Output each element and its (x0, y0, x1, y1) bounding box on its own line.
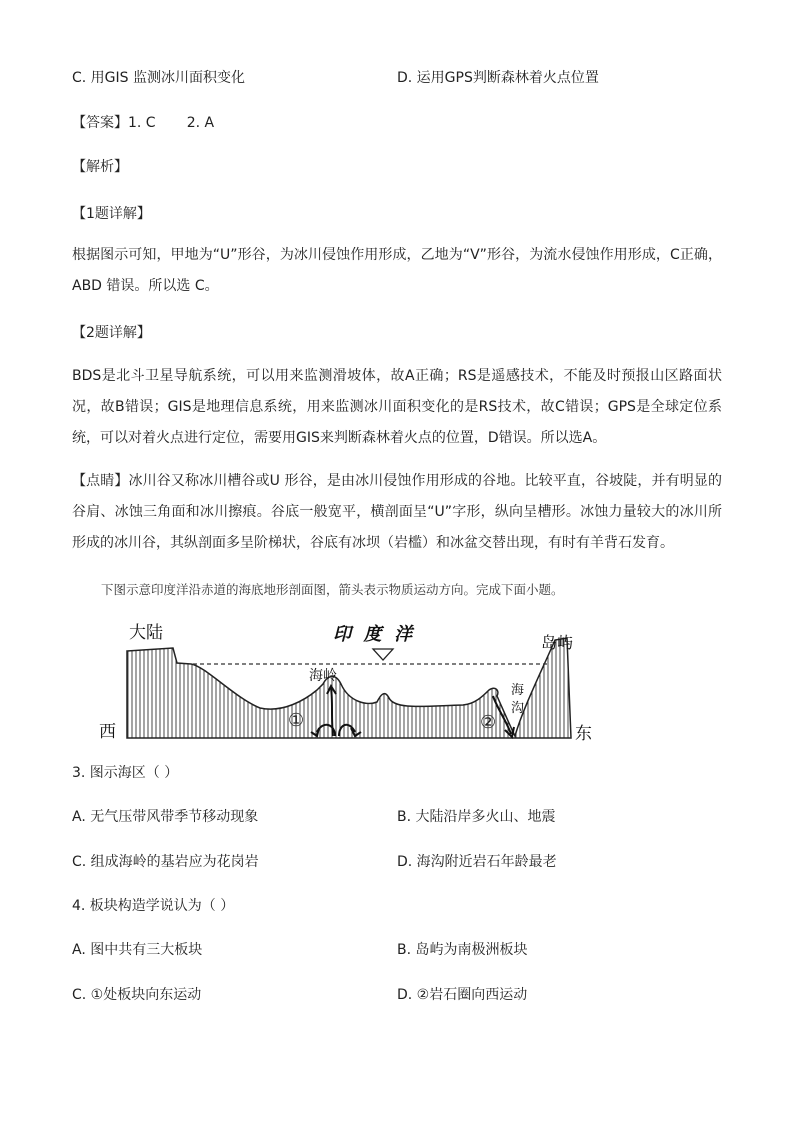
answer-line (72, 112, 214, 132)
marker-1: ① (288, 710, 305, 731)
label-trench-2: 沟 (511, 701, 525, 716)
detail2-label: 【2题详解】 (72, 325, 151, 341)
detail1-text: 根据图示可知，甲地为“U”形谷，为冰川侵蚀作用形成，乙地为“V”形谷，为流水侵蚀作用形成，C正确，ABD 错误。所以选 C。 (72, 247, 722, 294)
answer-label: 【答案】 (72, 115, 128, 131)
q4-option-d: D. ②岩石圈向西运动 (397, 987, 528, 1003)
detail1-label: 【1题详解】 (72, 206, 151, 222)
seafloor-profile-diagram (95, 618, 605, 748)
detail2-text: BDS是北斗卫星导航系统，可以用来监测滑坡体，故A正确；RS是遥感技术，不能及时预报山区路面状况，故B错误；GIS是地理信息系统，用来监测冰川面积变化的是RS技术，故C错误；GPS是全球定位系统，可以对着火点进行定位，需要用GIS来判断森林着火点的位置，D错误。所以选A。 (72, 368, 722, 446)
tip-text: 冰川谷又称冰川槽谷或U 形谷，是由冰川侵蚀作用形成的谷地。比较平直，谷坡陡，并有明显的谷肩、冰蚀三角面和冰川擦痕。谷底一般宽平，横剖面呈“U”字形，纵向呈槽形。冰蚀力量较大的冰川所形成的冰川谷，其纵剖面多呈阶梯状，谷底有冰坝（岩槛）和冰盆交替出现，有时有羊背石发育。 (72, 473, 723, 551)
label-ocean: 印 度 洋 (333, 624, 413, 645)
q3-option-c: C. 组成海岭的基岩应为花岗岩 (72, 854, 259, 870)
label-trench-1: 海 (511, 683, 525, 698)
q3-option-d: D. 海沟附近岩石年龄最老 (397, 854, 557, 870)
prev-option-c: C. 用GIS 监测冰川面积变化 (72, 70, 245, 86)
label-island: 岛屿 (541, 633, 574, 652)
tip-label: 【点睛】 (72, 473, 129, 489)
answer-text: 1. C 2. A (128, 115, 215, 131)
q4-option-a: A. 图中共有三大板块 (72, 942, 203, 958)
q4-option-b: B. 岛屿为南极洲板块 (397, 942, 528, 958)
q3-stem: 3. 图示海区（ ） (72, 765, 179, 781)
prev-option-d: D. 运用GPS判断森林着火点位置 (397, 70, 599, 86)
q3-option-a: A. 无气压带风带季节移动现象 (72, 809, 259, 825)
tip-paragraph (72, 466, 722, 559)
marker-2: ② (480, 712, 497, 733)
q3-option-b: B. 大陆沿岸多火山、地震 (397, 809, 556, 825)
label-ridge: 海岭 (309, 668, 337, 684)
label-west: 西 (99, 722, 116, 742)
analysis-label: 【解析】 (72, 159, 128, 175)
label-continent: 大陆 (129, 623, 163, 643)
q4-stem: 4. 板块构造学说认为（ ） (72, 898, 235, 914)
label-east: 东 (575, 724, 592, 744)
q4-option-c: C. ①处板块向东运动 (72, 987, 202, 1003)
figure-caption: 下图示意印度洋沿赤道的海底地形剖面图，箭头表示物质运动方向。完成下面小题。 (101, 582, 564, 597)
sea-level-marker (373, 649, 393, 660)
seafloor-profile (127, 638, 571, 738)
